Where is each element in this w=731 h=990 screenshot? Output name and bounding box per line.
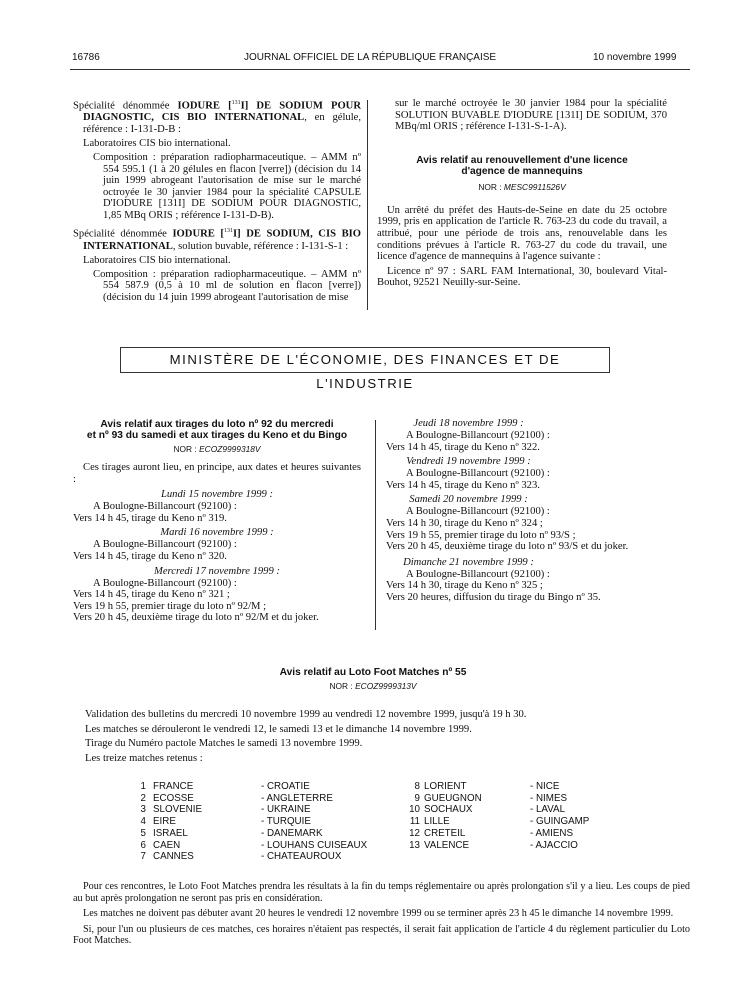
licence-nor: NOR : MESC9911526V — [478, 181, 566, 192]
match-away-team: - LAVAL — [530, 804, 566, 816]
issue-date: 10 novembre 1999 — [593, 52, 677, 63]
licence-notice-title-1: Avis relatif au renouvellement d'une licence — [416, 154, 628, 166]
draw-line: Vers 14 h 45, tirage du Keno nº 321 ; — [73, 589, 230, 601]
match-away-team: - CHATEAUROUX — [261, 851, 342, 863]
day-place: A Boulogne-Billancourt (92100) : — [406, 506, 550, 518]
match-row — [128, 851, 367, 863]
closing-paragraph: Pour ces rencontres, le Loto Foot Matches prendra les résultats à la fin du temps réglementaire ou après prolongation s'il y a lieu. Les coups de pied au but après prolongation ne seront pas pris en considération. — [73, 881, 690, 904]
match-number: 13 — [409, 839, 420, 851]
foot-closing — [73, 881, 690, 947]
match-number: 5 — [140, 827, 146, 839]
match-home-team: ECOSSE — [153, 792, 194, 804]
foot-title: Avis relatif au Loto Foot Matches nº 55 — [279, 667, 467, 678]
match-away-team: - CROATIE — [261, 781, 310, 792]
match-number: 8 — [414, 781, 420, 792]
match-row — [407, 816, 589, 828]
day-date: Lundi 15 novembre 1999 : — [160, 489, 273, 501]
match-row — [407, 804, 589, 816]
match-row — [128, 793, 367, 805]
loto-day — [73, 489, 361, 524]
draw-line: Vers 14 h 30, tirage du Keno nº 324 ; — [386, 517, 543, 529]
match-number: 2 — [140, 792, 146, 804]
match-row — [407, 840, 589, 852]
specialty-1-heading: Spécialité dénommée IODURE [$^{131}$I] DE SODIUM POUR DIAGNOSTIC, CIS BIO INTERNATIONAL, en gélule, référence : I-131-D-B : — [73, 100, 361, 135]
match-number: 10 — [409, 804, 420, 816]
day-date: Mercredi 17 novembre 1999 : — [154, 565, 280, 577]
match-away-team: - AJACCIO — [530, 839, 578, 851]
top-left-column — [73, 98, 361, 304]
day-date: Mardi 16 novembre 1999 : — [160, 527, 274, 539]
loto-left-column — [73, 419, 361, 624]
match-row — [128, 804, 367, 816]
day-place: A Boulogne-Billancourt (92100) : — [93, 539, 237, 551]
loto-title-1: Avis relatif aux tirages du loto nº 92 du mercredi — [100, 419, 334, 430]
match-away-team: - GUINGAMP — [530, 816, 590, 828]
specialty-1-composition: Composition : préparation radiopharmaceutique. – AMM nº 554 595.1 (1 à 20 gélules en flacon [verre]) (décision du 14 juin 1999 abrogeant l'autorisation de mise sur le marché octroyée le 30 janvier 1984 pour la spécialité CAPSULE D'IODURE [131I] DE SODIUM POUR DIAGNOSTIC, 1,85 MBq ORIS ; référence I-131-D-B). — [93, 151, 361, 221]
day-date: Dimanche 21 novembre 1999 : — [403, 556, 534, 568]
match-home-team: CRETEIL — [424, 827, 466, 839]
draw-line: Vers 20 h 45, deuxième tirage du loto nº 93/S et du joker. — [386, 541, 629, 553]
match-home-team: LILLE — [424, 816, 450, 828]
specialty-2-lab: Laboratoires CIS bio international. — [83, 255, 231, 267]
loto-day — [386, 456, 551, 491]
specialty-2-composition: Composition : préparation radiopharmaceutique. – AMM nº 554 587.9 (0,5 à 10 ml de solution en flacon [verre]) (décision du 14 juin 1999 abrogeant l'autorisation de mise — [93, 268, 361, 303]
match-row — [407, 793, 589, 805]
match-number: 1 — [140, 781, 146, 792]
day-place: A Boulogne-Billancourt (92100) : — [406, 430, 550, 441]
draw-line: Vers 14 h 45, tirage du Keno nº 323. — [386, 479, 540, 491]
match-number: 9 — [414, 792, 420, 804]
match-home-team: GUEUGNON — [424, 792, 482, 804]
specialty-2-continuation: sur le marché octroyée le 30 janvier 1984 pour la spécialité SOLUTION BUVABLE D'IODURE [131I] DE SODIUM, 370 MBq/ml ORIS ; référence I-131-S-1-A). — [395, 98, 667, 133]
match-number: 11 — [409, 816, 420, 828]
loto-title-2: et nº 93 du samedi et aux tirages du Keno et du Bingo — [86, 430, 348, 441]
match-away-team: - ANGLETERRE — [261, 792, 333, 804]
foot-info-line: Les treize matches retenus : — [85, 752, 203, 764]
match-number: 6 — [140, 839, 146, 851]
licence-body: Un arrêté du préfet des Hauts-de-Seine en date du 25 octobre 1999, pris en application de l'article R. 763-23 du code du travail, a attribué, pour une période de trois ans, renouvelable dans les conditions prévues à l'article R. 763-27 du code du travail, une licence d'agence de mannequins à l'agence suivante : — [377, 204, 667, 263]
match-number: 7 — [140, 851, 146, 863]
page-number: 16786 — [72, 52, 100, 63]
draw-line: Vers 20 heures, diffusion du tirage du Bingo nº 35. — [386, 591, 601, 603]
draw-line: Vers 19 h 55, premier tirage du loto nº 92/M ; — [73, 600, 267, 612]
top-right-column — [377, 98, 667, 289]
column-divider-loto — [375, 420, 376, 630]
match-away-team: - DANEMARK — [261, 827, 323, 839]
match-number: 3 — [140, 804, 146, 816]
match-row — [128, 781, 367, 793]
draw-line: Vers 20 h 45, deuxième tirage du loto nº 92/M et du joker. — [73, 612, 319, 624]
day-place: A Boulogne-Billancourt (92100) : — [406, 468, 550, 480]
day-date: Jeudi 18 novembre 1999 : — [413, 418, 524, 429]
match-home-team: FRANCE — [153, 781, 194, 792]
match-home-team: EIRE — [153, 816, 176, 828]
licence-notice-title-2: d'agence de mannequins — [461, 165, 583, 177]
draw-line: Vers 14 h 45, tirage du Keno nº 319. — [73, 512, 227, 524]
match-away-team: - UKRAINE — [261, 804, 311, 816]
ministry-banner: MINISTÈRE DE L'ÉCONOMIE, DES FINANCES ET DE L'INDUSTRIE — [120, 347, 610, 373]
foot-info-line: Validation des bulletins du mercredi 10 novembre 1999 au vendredi 12 novembre 1999, jusqu'à 19 h 30. — [85, 709, 527, 720]
match-home-team: SOCHAUX — [424, 804, 473, 816]
foot-info-line: Tirage du Numéro pactole Matches le samedi 13 novembre 1999. — [85, 738, 363, 749]
day-date: Samedi 20 novembre 1999 : — [409, 494, 528, 506]
closing-paragraph: Les matches ne doivent pas débuter avant 20 heures le vendredi 12 novembre 1999 ou se terminer après 23 h 45 le dimanche 14 novembre 1999. — [83, 908, 674, 920]
match-away-team: - NIMES — [530, 792, 568, 804]
match-away-team: - AMIENS — [530, 827, 574, 839]
draw-line: Vers 14 h 45, tirage du Keno nº 322. — [386, 441, 540, 453]
loto-day — [73, 566, 361, 624]
match-row — [407, 781, 589, 793]
match-away-team: - TURQUIE — [261, 816, 311, 828]
loto-day — [386, 557, 666, 604]
match-number: 4 — [140, 816, 146, 828]
matches-left — [128, 781, 367, 863]
day-date: Vendredi 19 novembre 1999 : — [406, 456, 531, 468]
draw-line: Vers 14 h 45, tirage du Keno nº 320. — [73, 550, 227, 562]
loto-right-column — [386, 418, 666, 604]
match-row — [407, 828, 589, 840]
draw-line: Vers 19 h 55, premier tirage du loto nº 93/S ; — [386, 529, 576, 541]
match-row — [128, 816, 367, 828]
match-row — [128, 840, 367, 852]
loto-nor: NOR : ECOZ9999318V — [173, 444, 261, 454]
foot-info — [73, 708, 673, 766]
matches-right — [407, 781, 589, 851]
match-home-team: CANNES — [153, 851, 194, 863]
match-home-team: LORIENT — [424, 781, 467, 792]
match-away-team: - LOUHANS CUISEAUX — [261, 839, 368, 851]
match-home-team: SLOVENIE — [153, 804, 203, 816]
header-rule — [70, 69, 690, 70]
loto-day — [386, 418, 551, 453]
specialty-1-lab: Laboratoires CIS bio international. — [83, 138, 231, 150]
match-number: 12 — [409, 827, 420, 839]
day-place: A Boulogne-Billancourt (92100) : — [406, 568, 550, 580]
loto-day — [73, 527, 361, 562]
column-divider-top — [367, 100, 368, 310]
closing-paragraph: Si, pour l'un ou plusieurs de ces matches, ces horaires n'étaient pas respectés, il serait fait application de l'article 4 du règlement particulier du Loto Foot Matches. — [73, 923, 690, 947]
foot-info-line: Les matches se dérouleront le vendredi 12, le samedi 13 et le dimanche 14 novembre 1999. — [85, 723, 472, 735]
day-place: A Boulogne-Billancourt (92100) : — [93, 577, 237, 589]
loto-intro: Ces tirages auront lieu, en principe, aux dates et heures suivantes : — [73, 462, 361, 485]
loto-day — [386, 494, 666, 552]
foot-nor: NOR : ECOZ9999313V — [329, 681, 417, 691]
match-home-team: ISRAEL — [153, 827, 188, 839]
match-home-team: VALENCE — [424, 839, 470, 851]
match-away-team: - NICE — [530, 781, 560, 792]
journal-title: JOURNAL OFFICIEL DE LA RÉPUBLIQUE FRANÇAISE — [244, 52, 497, 63]
match-row — [128, 828, 367, 840]
match-home-team: CAEN — [153, 839, 181, 851]
draw-line: Vers 14 h 30, tirage du Keno nº 325 ; — [386, 580, 543, 592]
specialty-2-heading: Spécialité dénommée IODURE [$^{131}$I] DE SODIUM, CIS BIO INTERNATIONAL, solution buvable, référence : I-131-S-1 : — [73, 228, 361, 252]
loto-foot-section — [73, 667, 673, 766]
licence-detail: Licence nº 97 : SARL FAM International, 30, boulevard Vital-Bouhot, 92521 Neuilly-sur-Seine. — [377, 265, 667, 289]
day-place: A Boulogne-Billancourt (92100) : — [93, 501, 237, 513]
